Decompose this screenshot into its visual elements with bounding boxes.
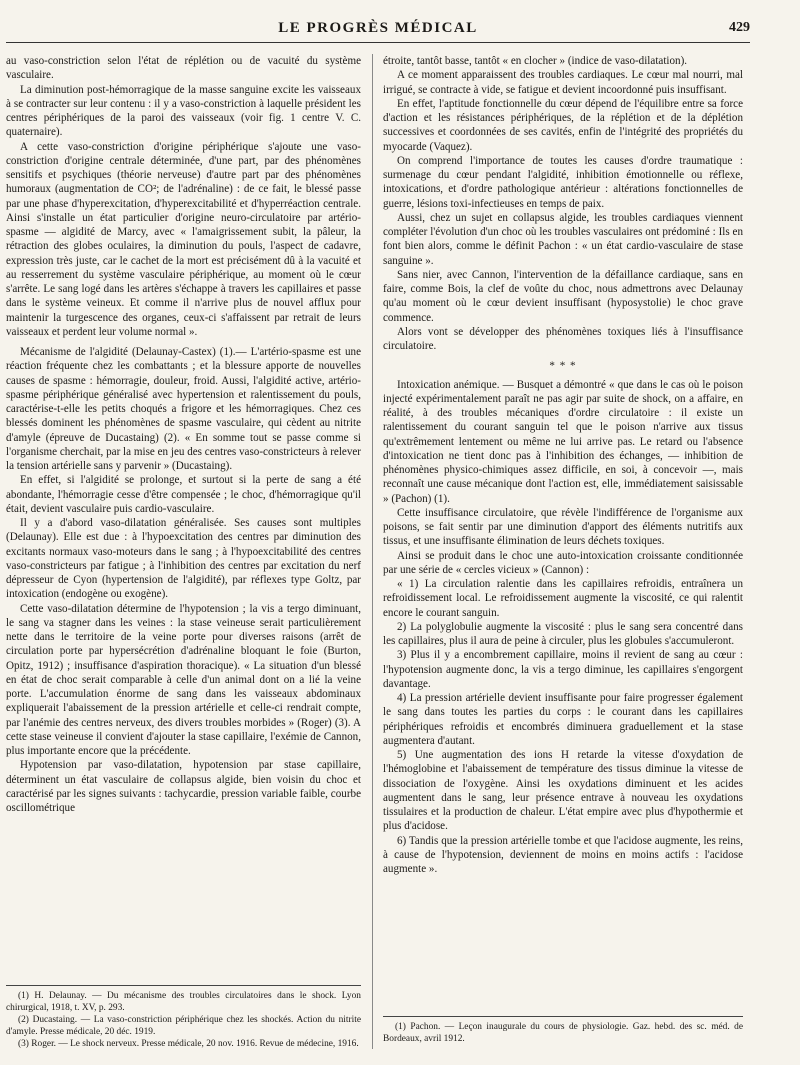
left-footnotes [6, 985, 361, 1050]
footnote: (3) Roger. — Le shock nerveux. Presse médicale, 20 nov. 1916. Revue de médecine, 1916. [18, 1039, 359, 1049]
vicious-circles-list [383, 577, 743, 876]
running-header [6, 18, 750, 43]
list-item: 5) Une augmentation des ions H retarde la vitesse d'oxydation de l'hémoglobine et l'abaissement de température des tissus diminue la vitesse de dissociation de l'oxygène. Ainsi les oxydations diminuent et les acides augmentent dans le sang, leur présence entrave à nouveau les oxydations tissulaires et la production de chaleur. L'état empire avec plus d'hypothermie et plus d'acidose. [383, 749, 743, 833]
paragraph: Mécanisme de l'algidité (Delaunay-Castex) (1).— L'artério-spasme est une réaction fréquente chez les combattants ; et la blessure apporte de nouvelles causes de spasme : hémorragie, douleur, froid. Aussi, l'algidité active, artério-spasme périphérique généralisé avec hypertension et ralentissement du pouls, caractérise-t-elle les petits choqués a frigore et les hémorragiques. Chez ces blessés dominent les phénomènes de spasme vasculaire, qui cèdent au nitrite d'amyle (épreuve de Ducastaing) (2). « En somme tout se passe comme si l'organisme cherchait, par la mise en jeu des centres vaso-constricteurs à relever la tension artérielle sans y parvenir » (Ducastaing). [6, 346, 361, 472]
list-item: 6) Tandis que la pression artérielle tombe et que l'acidose augmente, les reins, à cause de l'hypotension, deviennent de moins en moins actifs : l'acidose augmente ». [383, 834, 743, 875]
paragraph: Alors vont se développer des phénomènes toxiques liés à l'insuffisance circulatoire. [383, 325, 743, 352]
paragraph: Cette insuffisance circulatoire, que révèle l'indifférence de l'organisme aux poisons, se fait sentir par une diminution d'apport des éléments nutritifs aux tissus, et une insuffisante élimination de leurs déchets toxiques. [383, 506, 743, 548]
right-column [383, 54, 743, 876]
left-column [6, 54, 361, 815]
paragraph: au vaso-constriction selon l'état de réplétion ou de vacuité du système vasculaire. [6, 55, 361, 82]
paragraph: Il y a d'abord vaso-dilatation généralisée. Ses causes sont multiples (Delaunay). Elle est due : à l'hypoexcitation des centres par diminution des excitants normaux vaso-moteurs dans le sang ; à l'hypoexcitabilité des centres vaso-constricteurs par fatigue ; à l'inhibition des centres par excitation du nerf dépresseur de Cyon (hypertension de l'algidité), par réflexes type Goltz, par intoxication (endogène ou exogène). [6, 517, 361, 601]
paragraph: A ce moment apparaissent des troubles cardiaques. Le cœur mal nourri, mal irrigué, se contracte à vide, se fatigue et devient incoordonné puis insuffisant. [383, 69, 743, 96]
paragraph: Aussi, chez un sujet en collapsus algide, les troubles cardiaques viennent compléter l'évolution d'un choc où les troubles vasculaires ont prédominé : Ils en font bien alors, comme le définit Pachon : « un état cardio-vasculaire de stase sanguine ». [383, 211, 743, 267]
list-item: 3) Plus il y a encombrement capillaire, moins il revient de sang au cœur : l'hypotension augmente donc, la vis a tergo diminue, les capillaires s'engorgent davantage. [383, 649, 743, 690]
paragraph: Sans nier, avec Cannon, l'intervention de la défaillance cardiaque, sans en faire, comme Bois, la clef de voûte du choc, nous admettrons avec Delaunay qu'au moment où le cœur devient insuffisant (hyposystolie) le choc grave commence. [383, 268, 743, 324]
paragraph: La diminution post-hémorragique de la masse sanguine excite les vaisseaux à se contracter sur leur contenu : il y a vaso-constriction à laquelle président les centres périphériques de la paroi des vaisseaux (voir fig. 1 centre V. C. quaternaire). [6, 83, 361, 139]
paragraph: Cette vaso-dilatation détermine de l'hypotension ; la vis a tergo diminuant, le sang va stagner dans les veines : la stase veineuse serait particulièrement nette dans le territoire de la veine porte pour diverses raisons (arrêt de circulation porte par hypersécrétion d'adrénaline bloquant le foie (Burton, Opitz, 1912) ; insuffisance d'aspiration thoracique). « La situation d'un blessé en état de choc serait comparable à celle d'un animal dont on a lié la veine porte. L'accumulation énorme de sang dans les vaisseaux abdominaux expliquerait l'abaissement de la pression artérielle et celle-ci rendrait compte, par l'anémie des centres nerveux, des divers troubles morbides » (Roger) (3). A cette stase veineuse il convient d'ajouter la stase capillaire, l'exémie de Cannon, plus importante encore que la précédente. [6, 602, 361, 757]
page-number: 429 [729, 20, 750, 35]
list-item: 4) La pression artérielle devient insuffisante pour faire progresser également le sang dans toutes les parties du corps : le courant dans les capillaires périphériques refroidis et encombrés diminuera graduellement et la stase augmentera d'autant. [383, 692, 743, 747]
journal-title: LE PROGRÈS MÉDICAL [278, 20, 478, 36]
paragraph: On comprend l'importance de toutes les causes d'ordre traumatique : surmenage du cœur pendant l'algidité, inhibition émotionnelle ou réflexe, intoxications, et d'ordre pathologique antérieur : altérations fonctionnelles de guerre, lésions toxi-infectieuses en temps de paix. [383, 154, 743, 210]
section-separator: * * * [549, 360, 577, 373]
right-footnotes [383, 1016, 743, 1045]
paragraph: En effet, l'aptitude fonctionnelle du cœur dépend de l'équilibre entre sa force d'action et les résistances périphériques, de la réplétion et de la déplétion successives et coordonnées de ses cavités, enfin de l'intégrité des propriétés du myocarde (Vaquez). [383, 97, 743, 153]
list-item: 2) La polyglobulie augmente la viscosité : plus le sang sera concentré dans les capillaires, plus il aura de peine à circuler, plus les globules s'accumuleront. [383, 620, 743, 647]
column-divider [372, 54, 373, 1049]
list-item: « 1) La circulation ralentie dans les capillaires refroidis, entraînera un refroidissement local. Le refroidissement augmente la viscosité, ce qui ralentit encore le courant sanguin. [383, 578, 743, 619]
footnote: (2) Ducastaing. — La vaso-constriction périphérique chez les shockés. Action du nitrite d'amyle. Presse médicale, 20 déc. 1919. [6, 1015, 361, 1037]
paragraph: Hypotension par vaso-dilatation, hypotension par stase capillaire, déterminent un état vasculaire de collapsus algide, bien voisin du choc et caractérisé par les signes suivants : tachycardie, pression variable faible, courbe oscillométrique [6, 759, 361, 814]
paragraph: étroite, tantôt basse, tantôt « en clocher » (indice de vaso-dilatation). [383, 55, 688, 67]
paragraph: A cette vaso-constriction d'origine périphérique s'ajoute une vaso-constriction d'origine centrale déterminée, d'une part, par des phénomènes sensitifs et psychiques (théorie nerveuse) d'autre part par des phénomènes humoraux (augmentation de CO²; de l'adrénaline) : de ce fait, le blessé passe par une phase d'hyperexcitation, d'hyperexcitabilité et d'hyperréaction centrale. Ainsi s'installe un état particulier d'origine neuro-circulatoire par artério-spasme — algidité de Marcy, avec « l'amaigrissement subit, la pâleur, la rétraction des globes oculaires, la diminution du pouls, l'aspect de cadavre, expression très juste, car le cachet de la mort est précisément dû à la vacuité et au resserrement du système vasculaire périphérique, au moment où le cœur s'arrête. Le sang logé dans les artères s'échappe à travers les capillaires et passe dans le système veineux. Et comme il n'arrive plus de nouvel afflux pour maintenir la turgescence des organes, ceux-ci s'affaissent par retrait de leurs vaisseaux et perdent leur volume normal ». [6, 140, 361, 338]
footnote: (1) Pachon. — Leçon inaugurale du cours de physiologie. Gaz. hebd. des sc. méd. de Bordeaux, avril 1912. [383, 1022, 743, 1044]
footnote: (1) H. Delaunay. — Du mécanisme des troubles circulatoires dans le shock. Lyon chirurgical, 1918, t. XV, p. 293. [6, 991, 361, 1013]
paragraph: Ainsi se produit dans le choc une auto-intoxication croissante conditionnée par une série de « cercles vicieux » (Cannon) : [383, 549, 743, 576]
paragraph: En effet, si l'algidité se prolonge, et surtout si la perte de sang a été abondante, l'hémorragie cesse d'être compensée ; le choc, d'hémorragique qu'il était, devient vasculaire puis cardio-vasculaire. [6, 474, 361, 515]
paragraph: Intoxication anémique. — Busquet a démontré « que dans le cas où le poison injecté expérimentalement paraît ne pas agir par suite de shock, on a affaire, en réalité, à des troubles mécaniques d'ordre circulatoire : il existe un ralentissement du courant sanguin tel que le poison n'arrive aux tissus qu'extrêmement lentement ou même ne lui arrive pas. Le retard ou l'absence d'intoxication ne tient donc pas à l'inhibition des échanges, — inhibition de phénomènes physico-chimiques assez difficile, en soi, à concevoir —, mais reconnaît une cause mécanique dont l'action est, elle, immédiatement saisissable » (Pachon) (1). [383, 378, 743, 505]
